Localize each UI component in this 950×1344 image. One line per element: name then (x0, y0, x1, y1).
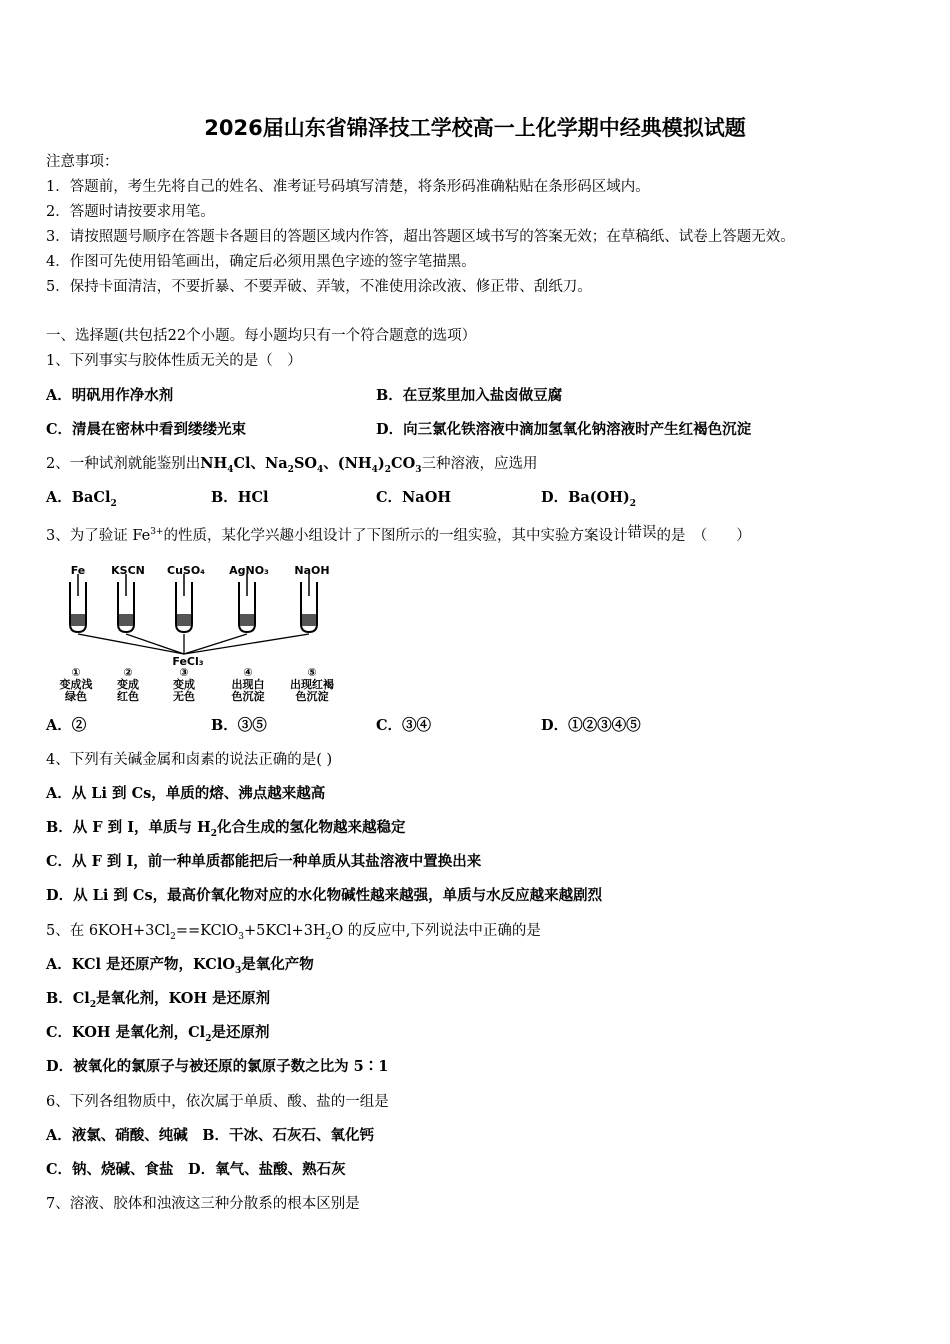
question-3-option-c: C．③④ (376, 717, 432, 734)
result-line-2: 无色 (173, 690, 195, 703)
question-3-option-b: B．③⑤ (211, 717, 267, 734)
question-4-option-b: B．从 F 到 I，单质与 $H_2$化合生成的氢化物越来越稳定 (46, 819, 406, 839)
fecl3-label: FeCl₃ (172, 655, 204, 668)
droppers (78, 574, 309, 596)
reagent-label: CuSO₄ (167, 564, 205, 577)
result-line-1: 变成 (173, 678, 195, 691)
question-1-option-c: C．清晨在密林中看到缕缕光束 (46, 421, 247, 438)
question-4-option-c: C．从 F 到 I，前一种单质都能把后一种单质从其盐溶液中置换出来 (46, 853, 482, 870)
question-1-stem: 1、下列事实与胶体性质无关的是（ ） (46, 353, 302, 369)
question-2-option-c: C．NaOH (376, 489, 452, 506)
tube-number: ③ (179, 666, 189, 679)
question-5-stem: 5、在 $6KOH+3Cl_2==KClO_3+5KCl+3H_2O$ 的反应中,下列说法中正确的是 (46, 923, 541, 942)
section-heading: 一、选择题(共包括22个小题。每小题均只有一个符合题意的选项） (46, 328, 477, 344)
result-line-2: 色沉淀 (295, 690, 329, 703)
result-line-2: 绿色 (65, 690, 87, 703)
reagent-label: NaOH (294, 564, 330, 577)
notice-heading: 注意事项： (46, 154, 119, 170)
notice-item-3: 3．请按照题号顺序在答题卡各题目的答题区域内作答，超出答题区域书写的答案无效；在草稿纸、试卷上答题无效。 (46, 229, 795, 245)
reagent-label: KSCN (111, 564, 145, 577)
reagent-label: AgNO₃ (229, 564, 269, 577)
question-5-option-a: A．KCl 是还原产物，KClO$_3$是氧化产物 (46, 956, 314, 976)
experiment-figure (56, 562, 356, 704)
result-line-1: 变成 (117, 678, 139, 691)
notice-item-2: 2．答题时请按要求用笔。 (46, 204, 215, 220)
question-2-option-b: B．HCl (211, 489, 269, 506)
question-6-stem: 6、下列各组物质中，依次属于单质、酸、盐的一组是 (46, 1094, 389, 1110)
question-6-options-ab: A．液氯、硝酸、纯碱 B．干冰、石灰石、氧化钙 (46, 1127, 375, 1144)
tube-number: ① (71, 666, 81, 679)
question-3-stem: 3、为了验证 $Fe^{3+}$的性质，某化学兴趣小组设计了下图所示的一组实验，其中实验方案设计错误的是 （ ） (46, 524, 751, 544)
question-5-option-c: C．KOH 是氧化剂，$Cl_2$是还原剂 (46, 1024, 270, 1044)
tube-number: ⑤ (307, 666, 317, 679)
question-7-stem: 7、溶液、胶体和浊液这三种分散系的根本区别是 (46, 1196, 360, 1212)
question-1-option-b: B．在豆浆里加入盐卤做豆腐 (376, 387, 563, 404)
notice-item-5: 5．保持卡面清洁，不要折暴、不要弄破、弄皱，不准使用涂改液、修正带、刮纸刀。 (46, 279, 592, 295)
question-4-option-a: A．从 Li 到 Cs，单质的熔、沸点越来越高 (46, 785, 326, 802)
question-3-option-d: D．①②③④⑤ (541, 717, 641, 734)
question-2-option-a: A．BaCl$_2$ (46, 489, 117, 509)
question-6-options-cd: C．钠、烧碱、食盐 D．氧气、盐酸、熟石灰 (46, 1161, 346, 1178)
question-5-option-d: D．被氧化的氯原子与被还原的氯原子数之比为 5∶1 (46, 1058, 389, 1075)
result-line-1: 变成浅 (59, 678, 93, 691)
question-3-option-a: A．② (46, 717, 87, 734)
notice-item-1: 1．答题前，考生先将自己的姓名、准考证号码填写清楚，将条形码准确粘贴在条形码区域内。 (46, 179, 650, 195)
result-line-1: 出现红褐 (290, 678, 334, 691)
question-1-option-d: D．向三氯化铁溶液中滴加氢氧化钠溶液时产生红褐色沉淀 (376, 421, 752, 438)
question-4-stem: 4、下列有关碱金属和卤素的说法正确的是( ) (46, 752, 333, 768)
result-line-2: 红色 (117, 690, 139, 703)
reagent-label: Fe (70, 564, 86, 577)
test-tubes (70, 582, 317, 632)
tube-number: ④ (243, 666, 253, 679)
question-2-stem: 2、一种试剂就能鉴别出$NH_4Cl$、$Na_2SO_4$、$(NH_4)_2CO_3$三种溶液，应选用 (46, 455, 538, 475)
question-2-option-d: D．$Ba(OH)_2$ (541, 489, 637, 509)
result-line-2: 色沉淀 (231, 690, 265, 703)
result-line-1: 出现白 (231, 678, 265, 691)
question-5-option-b: B．$Cl_2$是氧化剂，KOH 是还原剂 (46, 990, 271, 1010)
tube-number: ② (123, 666, 133, 679)
page-title: 2026届山东省锦泽技工学校高一上化学期中经典模拟试题 (204, 116, 746, 140)
question-1-option-a: A．明矾用作净水剂 (46, 387, 174, 404)
connector-lines (78, 634, 309, 654)
question-4-option-d: D．从 Li 到 Cs，最高价氧化物对应的水化物碱性越来越强，单质与水反应越来越剧烈 (46, 887, 603, 904)
notice-item-4: 4．作图可先使用铅笔画出，确定后必须用黑色字迹的签字笔描黑。 (46, 254, 476, 270)
tube-liquid (71, 614, 316, 626)
